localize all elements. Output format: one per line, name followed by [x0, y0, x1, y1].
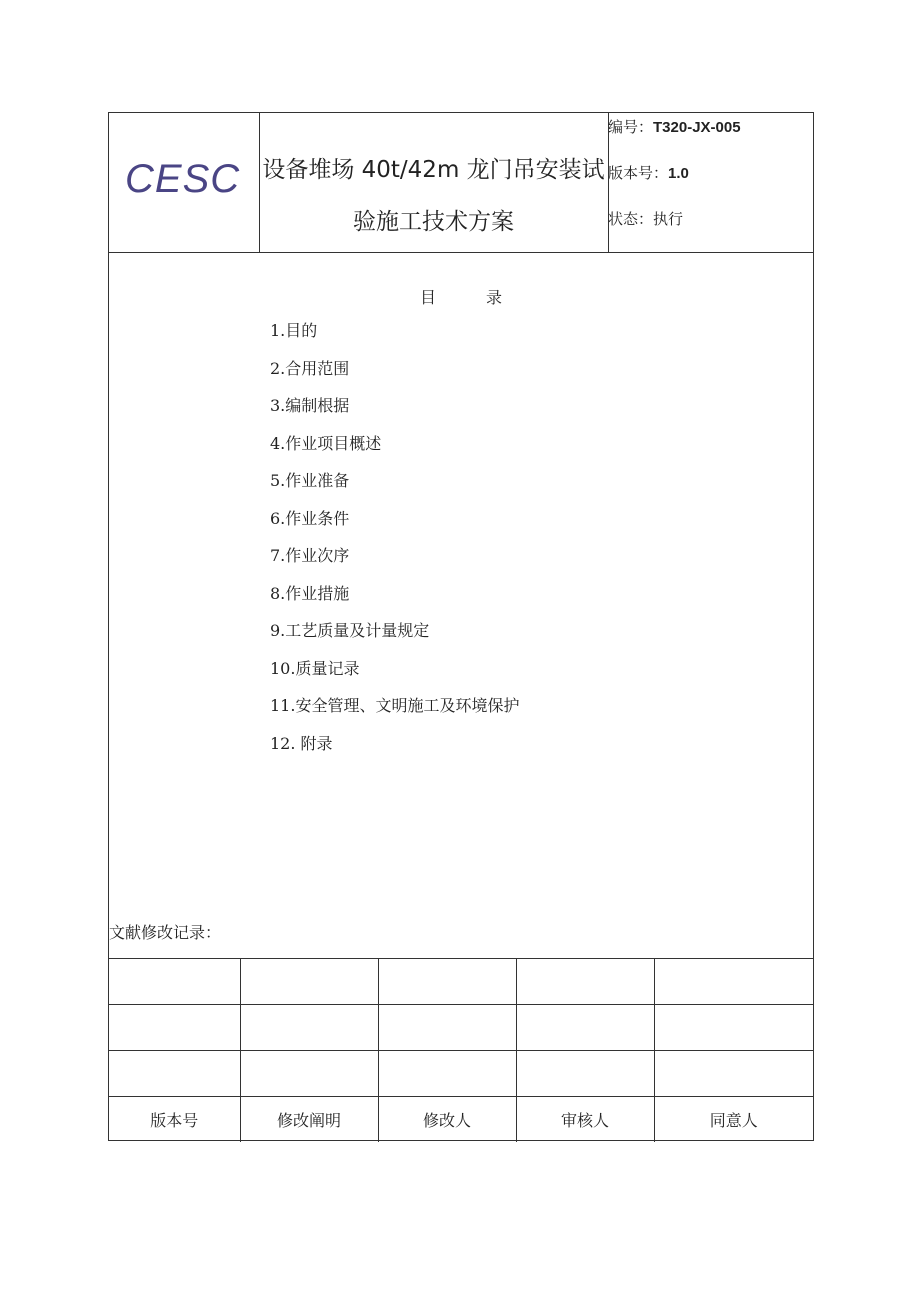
table-cell: [516, 1051, 654, 1097]
table-header-row: [109, 1097, 813, 1143]
meta-cell: [608, 113, 813, 252]
toc-item: 11.安全管理、文明施工及环境保护: [270, 696, 520, 715]
toc-item: 10.质量记录: [270, 658, 360, 678]
table-cell: [378, 1051, 516, 1097]
version-label: 版本号：: [608, 164, 669, 182]
table-row: [109, 1051, 813, 1097]
document-status: [608, 208, 683, 229]
cesc-logo: CESC: [125, 157, 241, 201]
toc-title: [109, 285, 813, 308]
document-header: [109, 113, 813, 253]
table-row: [109, 1005, 813, 1051]
header-reviewer: 审核人: [516, 1097, 654, 1143]
table-cell: [240, 959, 378, 1005]
table-row: [109, 959, 813, 1005]
table-cell: [240, 1051, 378, 1097]
toc-title-left: 目: [419, 288, 436, 307]
toc-item: 8.作业措施: [270, 583, 350, 603]
table-cell: [378, 959, 516, 1005]
table-cell: [109, 1051, 240, 1097]
code-label: 编号：: [608, 118, 654, 136]
header-version: 版本号: [109, 1097, 240, 1143]
toc-item: 5.作业准备: [270, 471, 350, 490]
code-value: T320-JX-005: [653, 119, 741, 136]
status-label: 状态：: [608, 210, 654, 228]
table-cell: [654, 959, 813, 1005]
revision-record-label: 文献修改记录：: [109, 923, 222, 942]
toc-title-right: 录: [486, 288, 503, 307]
table-cell: [654, 1005, 813, 1051]
toc-list: [270, 321, 519, 771]
document-title-line2: 验施工技术方案: [353, 209, 514, 235]
toc-item: 7.作业次序: [270, 546, 350, 565]
table-cell: [516, 959, 654, 1005]
document-frame: [108, 112, 814, 1141]
toc-item: 3.编制根据: [270, 396, 350, 415]
toc-item: 12. 附录: [270, 733, 333, 753]
toc-item: 1.目的: [270, 321, 318, 340]
table-cell: [109, 959, 240, 1005]
table-cell: [109, 1005, 240, 1051]
table-cell: [240, 1005, 378, 1051]
table-cell: [654, 1051, 813, 1097]
toc-item: 6.作业条件: [270, 508, 350, 528]
table-cell: [516, 1005, 654, 1051]
version-value: 1.0: [668, 165, 689, 182]
table-cell: [378, 1005, 516, 1051]
header-modifier: 修改人: [378, 1097, 516, 1143]
document-version: [608, 162, 689, 183]
toc-item: 4.作业项目概述: [270, 433, 382, 453]
toc-item: 9.工艺质量及计量规定: [270, 621, 430, 640]
document-title-line1: 设备堆场 40t/42m 龙门吊安装试: [262, 157, 605, 183]
revision-table: [109, 958, 813, 1142]
logo-cell: [109, 113, 260, 252]
status-value: 执行: [653, 210, 684, 228]
header-approver: 同意人: [654, 1097, 813, 1143]
title-cell: [259, 113, 609, 252]
toc-item: 2.合用范围: [270, 358, 350, 378]
header-description: 修改阐明: [240, 1097, 378, 1143]
document-code: [608, 116, 741, 137]
